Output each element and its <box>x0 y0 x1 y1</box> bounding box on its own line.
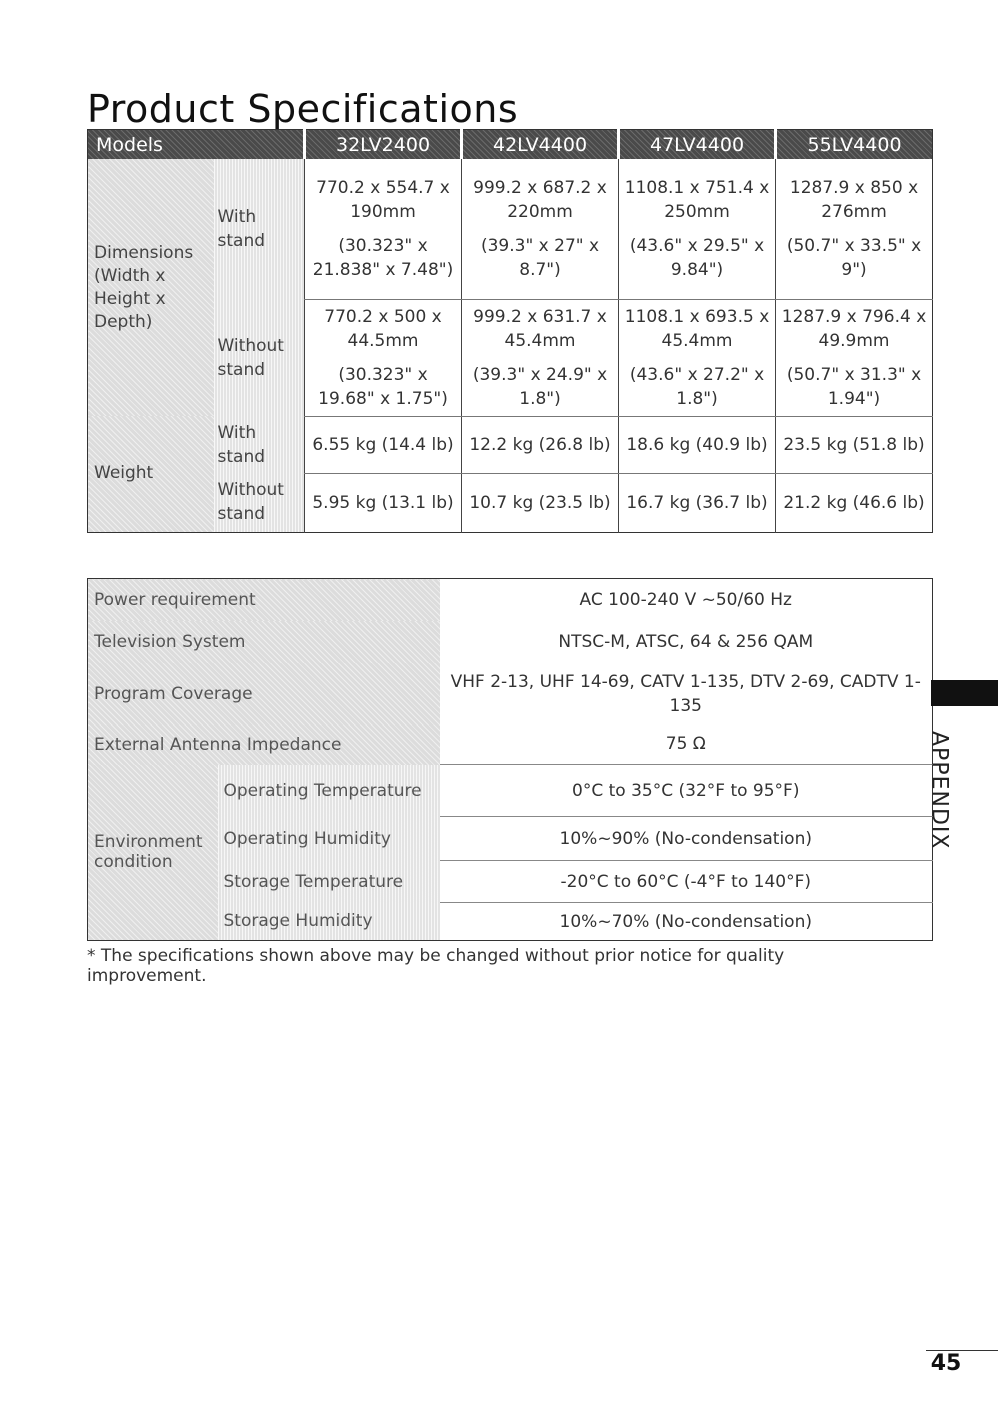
table-row <box>88 299 933 416</box>
table-row <box>88 725 933 765</box>
dimensions-label: Dimensions (Width x Height x Depth) <box>88 159 214 416</box>
tv-system-value: NTSC-M, ATSC, 64 & 256 QAM <box>558 631 814 652</box>
section-tab-marker <box>931 680 998 706</box>
table-row <box>88 621 933 663</box>
appendix-section-label: APPENDIX <box>926 731 952 850</box>
with-stand-label: With stand <box>214 159 305 299</box>
environment-label: Environment condition <box>88 765 218 941</box>
program-coverage-value: VHF 2-13, UHF 14-69, CATV 1-135, DTV 2-69, CADTV 1-135 <box>450 671 921 716</box>
weight-cell: 23.5 kg (51.8 lb) <box>776 416 933 473</box>
dimension-cell: 1108.1 x 693.5 x 45.4mm (43.6" x 27.2" x 1.8") <box>619 299 776 416</box>
dimension-cell: 1287.9 x 850 x 276mm (50.7" x 33.5" x 9") <box>776 159 933 299</box>
table-row <box>88 663 933 725</box>
storage-temperature-label: Storage Temperature <box>218 861 440 903</box>
footnote: * The specifications shown above may be changed without prior notice for quality improvement. <box>87 946 785 986</box>
dimension-cell: 770.2 x 500 x 44.5mm (30.323" x 19.68" x 1.75") <box>305 299 462 416</box>
table-row <box>88 765 933 817</box>
table-row <box>88 416 933 473</box>
models-spec-table <box>87 129 933 533</box>
operating-humidity-value: 10%~90% (No-condensation) <box>440 817 933 861</box>
storage-temperature-value: -20°C to 60°C (-4°F to 140°F) <box>440 861 933 903</box>
storage-humidity-value: 10%~70% (No-condensation) <box>559 911 812 932</box>
model-header: 47LV4400 <box>619 130 776 160</box>
weight-cell: 16.7 kg (36.7 lb) <box>619 473 776 532</box>
antenna-impedance-label: External Antenna Impedance <box>88 725 440 765</box>
operating-temperature-value: 0°C to 35°C (32°F to 95°F) <box>440 765 933 817</box>
dimension-cell: 1287.9 x 796.4 x 49.9mm (50.7" x 31.3" x 1.94") <box>776 299 933 416</box>
model-header: 55LV4400 <box>776 130 933 160</box>
dimension-cell: 999.2 x 687.2 x 220mm (39.3" x 27" x 8.7") <box>462 159 619 299</box>
operating-temperature-label: Operating Temperature <box>218 765 440 817</box>
without-stand-label: Without stand <box>214 299 305 416</box>
weight-cell: 10.7 kg (23.5 lb) <box>462 473 619 532</box>
page-number: 45 <box>930 1351 962 1376</box>
without-stand-label: Without stand <box>214 473 305 532</box>
general-spec-table <box>87 578 933 941</box>
weight-cell: 12.2 kg (26.8 lb) <box>462 416 619 473</box>
power-value: AC 100-240 V ~50/60 Hz <box>579 589 792 610</box>
dimension-cell: 1108.1 x 751.4 x 250mm (43.6" x 29.5" x 9.84") <box>619 159 776 299</box>
model-header: 32LV2400 <box>305 130 462 160</box>
weight-cell: 5.95 kg (13.1 lb) <box>305 473 462 532</box>
weight-label: Weight <box>88 416 214 532</box>
weight-cell: 21.2 kg (46.6 lb) <box>776 473 933 532</box>
table-row <box>88 579 933 621</box>
dimension-cell: 999.2 x 631.7 x 45.4mm (39.3" x 24.9" x 1.8") <box>462 299 619 416</box>
table-row <box>88 473 933 532</box>
weight-cell: 18.6 kg (40.9 lb) <box>619 416 776 473</box>
operating-humidity-label: Operating Humidity <box>218 817 440 861</box>
power-label: Power requirement <box>88 579 440 621</box>
models-header-row <box>88 130 933 160</box>
dimension-cell: 770.2 x 554.7 x 190mm (30.323" x 21.838" x 7.48") <box>305 159 462 299</box>
storage-humidity-label: Storage Humidity <box>218 903 440 941</box>
tv-system-label: Television System <box>88 621 440 663</box>
weight-cell: 6.55 kg (14.4 lb) <box>305 416 462 473</box>
page-title: Product Specifications <box>87 87 519 132</box>
program-coverage-label: Program Coverage <box>88 663 440 725</box>
models-header-label: Models <box>96 133 163 156</box>
antenna-impedance-value: 75 Ω <box>440 725 933 765</box>
table-row <box>88 159 933 299</box>
with-stand-label: With stand <box>214 416 305 473</box>
model-header: 42LV4400 <box>462 130 619 160</box>
